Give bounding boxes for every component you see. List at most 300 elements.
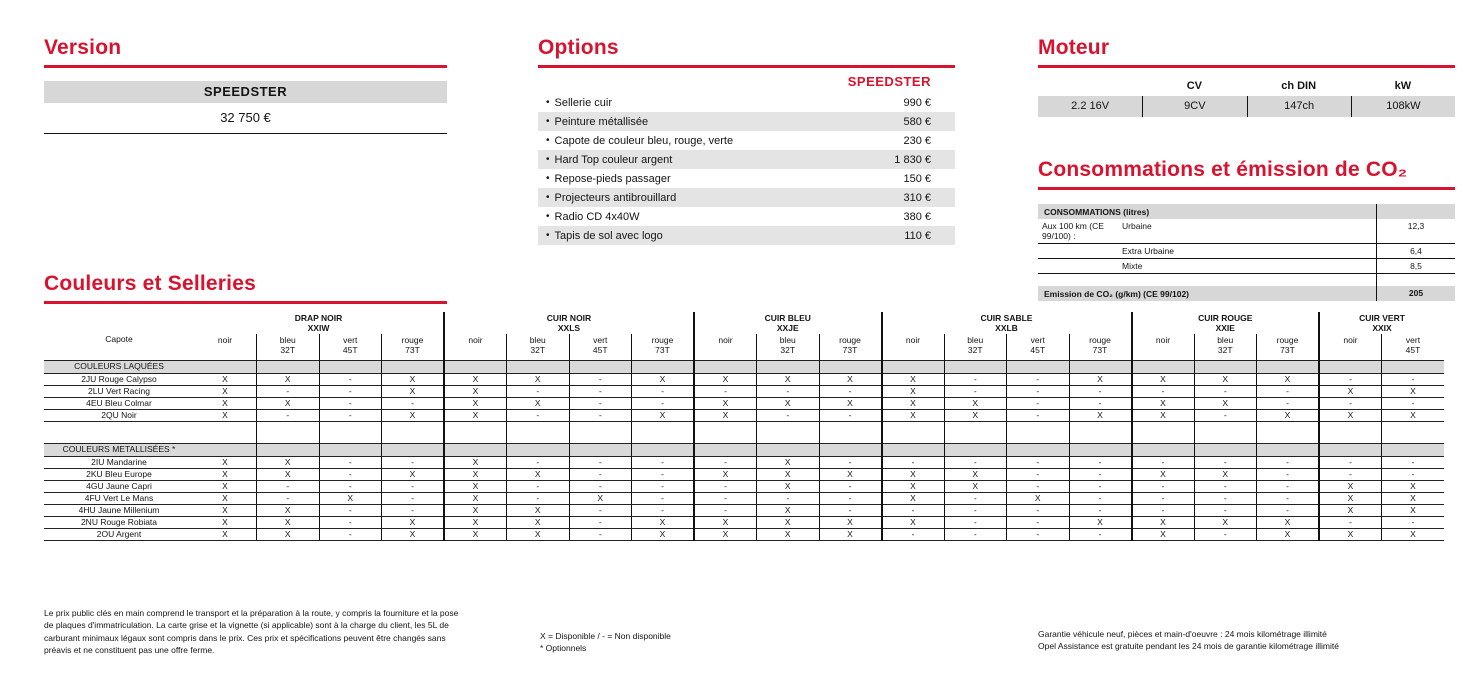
availability-cell: X [757,456,820,468]
availability-cell: X [507,504,570,516]
option-label: Projecteurs antibrouillard [554,191,677,204]
sellerie-name: CUIR NOIR [546,313,592,323]
warranty-line1: Garantie véhicule neuf, pièces et main-d'oeuvre : 24 mois kilométrage illimité [1038,629,1327,639]
availability-cell: - [1194,385,1257,397]
availability-cell: X [1319,385,1382,397]
availability-cell: X [257,456,320,468]
consommation-cycle-label [1042,261,1122,271]
consommation-value: 8,5 [1410,261,1422,271]
availability-cell: - [1069,504,1132,516]
availability-cell: X [194,492,257,504]
capote-color-name: bleu [779,335,796,345]
availability-cell: - [569,397,632,409]
availability-cell: X [382,528,445,540]
capote-color-name: rouge [1089,335,1111,345]
color-row [44,456,1444,468]
availability-cell: - [319,409,382,421]
availability-cell: X [819,516,882,528]
option-label: Sellerie cuir [554,96,612,109]
availability-cell: X [1319,480,1382,492]
availability-cell: X [444,409,507,421]
capote-color-header [1382,334,1445,360]
availability-cell: - [632,492,695,504]
availability-cell: - [1007,528,1070,540]
availability-cell: X [882,397,945,409]
availability-cell: - [1132,456,1195,468]
availability-cell: X [632,409,695,421]
availability-cell: - [757,492,820,504]
capote-color-code: 45T [342,345,358,355]
capote-color-header [632,334,695,360]
color-section-header: COULEURS LAQUÉES [44,360,194,373]
availability-cell: - [944,516,1007,528]
availability-cell: X [694,468,757,480]
availability-cell: - [882,528,945,540]
consommation-row-left [1038,244,1377,258]
availability-cell: - [632,385,695,397]
capote-color-header [1132,334,1195,360]
bullet-icon: • [546,230,550,241]
availability-cell: - [507,409,570,421]
capote-color-name: rouge [401,335,424,345]
option-price: 150 € [903,172,931,185]
sellerie-code: XXIW [307,323,330,333]
option-price: 110 € [904,229,931,242]
moteur-data-row [1038,96,1455,117]
availability-cell: X [819,373,882,385]
availability-cell: - [1257,480,1320,492]
availability-cell: - [882,504,945,516]
availability-cell: X [382,373,445,385]
color-row [44,516,1444,528]
capote-color-header [882,334,945,360]
availability-cell: X [444,492,507,504]
capote-color-name: vert [343,335,358,345]
consommations-title-rule [1038,187,1455,190]
availability-cell: X [1069,373,1132,385]
availability-cell: X [1257,373,1320,385]
availability-cell: - [319,480,382,492]
availability-cell: X [507,516,570,528]
availability-cell: X [444,516,507,528]
option-label: Tapis de sol avec logo [554,229,663,242]
availability-cell: X [1382,528,1445,540]
moteur-header-cell: CV [1186,80,1203,92]
option-price: 1 830 € [894,153,931,166]
capote-color-name: noir [217,335,233,345]
availability-cell: X [1319,409,1382,421]
consommation-cycle-label: Aux 100 km (CE 99/100) : [1042,221,1104,241]
availability-cell: - [1007,456,1070,468]
capote-color-header [1194,334,1257,360]
availability-cell: X [507,373,570,385]
availability-cell: X [1132,528,1195,540]
color-name: 4HU Jaune Millenium [44,504,194,516]
availability-cell: - [1257,456,1320,468]
availability-cell: X [1132,516,1195,528]
sellerie-name: CUIR ROUGE [1198,313,1253,323]
moteur-section [1038,36,1455,117]
availability-cell: - [1132,385,1195,397]
availability-cell: X [194,528,257,540]
availability-cell: X [257,528,320,540]
option-row [538,131,955,150]
availability-cell: X [1194,397,1257,409]
capote-label: Capote [105,334,133,344]
availability-cell: - [1382,516,1445,528]
capote-color-name: bleu [279,335,296,345]
availability-cell: - [1319,468,1382,480]
availability-cell: X [1382,385,1445,397]
capote-color-code: 45T [1030,345,1046,355]
availability-cell: - [382,456,445,468]
availability-cell: X [1257,516,1320,528]
sellerie-code: XXJE [776,323,799,333]
sellerie-group-header [1132,312,1320,334]
spacer-row [44,421,1444,443]
capote-color-header [382,334,445,360]
option-row [538,226,955,245]
moteur-title-rule [1038,65,1455,68]
availability-cell: - [1194,480,1257,492]
couleurs-title: Couleurs et Selleries [44,272,256,295]
bullet-icon: • [546,154,550,165]
availability-cell: X [694,528,757,540]
options-list [538,93,955,245]
availability-cell: X [444,528,507,540]
options-section [538,36,955,245]
availability-cell: - [1319,397,1382,409]
availability-cell: - [569,504,632,516]
availability-cell: X [1194,373,1257,385]
color-name: 2NU Rouge Robiata [44,516,194,528]
availability-cell: - [319,373,382,385]
capote-color-header [1257,334,1320,360]
option-label: Hard Top couleur argent [554,153,673,166]
availability-cell: X [944,397,1007,409]
availability-cell: - [257,385,320,397]
availability-cell: - [382,504,445,516]
availability-cell: X [757,397,820,409]
availability-cell: - [1319,516,1382,528]
moteur-value-cell: 2.2 16V [1071,100,1110,112]
availability-cell: - [257,480,320,492]
availability-cell: - [694,385,757,397]
availability-cell: X [632,373,695,385]
couleurs-section [44,272,1444,541]
color-name: 2KU Bleu Europe [44,468,194,480]
availability-cell: - [819,409,882,421]
availability-cell: X [1382,409,1445,421]
sellerie-group-header [694,312,882,334]
availability-cell: - [1069,456,1132,468]
capote-color-code: 45T [1405,345,1421,355]
color-name: 4FU Vert Le Mans [44,492,194,504]
consommations-rows [1038,219,1455,274]
version-model-bar: SPEEDSTER [44,81,447,103]
availability-cell: X [257,504,320,516]
availability-cell: - [319,504,382,516]
availability-cell: X [944,468,1007,480]
availability-cell: X [1257,528,1320,540]
availability-cell: X [694,516,757,528]
sellerie-code: XXLB [995,323,1018,333]
capote-color-code: 73T [655,345,670,355]
availability-cell: - [757,385,820,397]
color-row [44,504,1444,516]
availability-cell: - [1194,492,1257,504]
sellerie-code: XXIE [1215,323,1235,333]
availability-cell: X [569,492,632,504]
options-title: Options [538,36,619,59]
moteur-value-cell: 108kW [1351,96,1455,117]
availability-cell: X [882,516,945,528]
legend-line1: X = Disponible / - = Non disponible [540,631,671,641]
sellerie-name: CUIR BLEU [764,313,811,323]
availability-cell: - [757,409,820,421]
availability-cell: - [694,492,757,504]
capote-color-name: bleu [1217,335,1234,345]
version-price: 32 750 € [44,103,447,134]
consommation-row [1038,244,1455,259]
availability-cell: X [1257,409,1320,421]
availability-cell: X [1382,504,1445,516]
sellerie-group-header [1319,312,1444,334]
co2-emission-value: 205 [1408,288,1424,298]
capote-color-name: vert [593,335,608,345]
availability-cell: X [507,397,570,409]
availability-cell: X [444,480,507,492]
availability-cell: - [507,456,570,468]
availability-cell: X [382,468,445,480]
capote-color-header [569,334,632,360]
availability-cell: - [1132,480,1195,492]
version-section [44,36,447,134]
color-row [44,492,1444,504]
availability-cell: - [382,492,445,504]
availability-cell: X [882,480,945,492]
options-column-header: SPEEDSTER [847,74,931,89]
availability-cell: X [444,456,507,468]
availability-cell: - [569,409,632,421]
availability-cell: - [1069,528,1132,540]
sellerie-group-header [444,312,694,334]
availability-cell: X [882,492,945,504]
color-row [44,385,1444,397]
availability-cell: - [1007,409,1070,421]
option-label: Capote de couleur bleu, rouge, verte [554,134,734,147]
consommation-value: 6,4 [1410,246,1422,256]
availability-cell: - [1194,504,1257,516]
availability-cell: X [444,385,507,397]
availability-cell: - [569,385,632,397]
availability-cell: X [694,397,757,409]
capote-color-code: 32T [967,345,983,355]
capote-color-name: bleu [967,335,984,345]
availability-cell: X [757,528,820,540]
availability-cell: X [1382,480,1445,492]
capote-color-name: noir [905,335,921,345]
availability-cell: - [1007,373,1070,385]
availability-cell: - [1132,504,1195,516]
co2-emission-label: Emission de CO₂ (g/km) (CE 99/102) [1038,286,1377,301]
availability-cell: - [944,504,1007,516]
warranty-note [1038,628,1458,653]
availability-cell: - [1194,409,1257,421]
moteur-value-cell: 9CV [1142,96,1246,117]
availability-cell: - [1257,468,1320,480]
availability-cell: - [257,409,320,421]
capote-color-header [319,334,382,360]
capote-color-header [507,334,570,360]
availability-cell: - [1257,492,1320,504]
availability-cell: X [444,373,507,385]
availability-cell: X [194,385,257,397]
consommation-cycle-name: Mixte [1122,261,1143,271]
availability-cell: - [507,480,570,492]
option-row [538,169,955,188]
moteur-header-cell [1038,77,1142,96]
availability-cell: - [569,480,632,492]
availability-cell: X [757,516,820,528]
consommation-value: 12,3 [1407,221,1425,231]
table-legend [540,630,840,655]
availability-cell: - [507,492,570,504]
sellerie-code: XXLS [557,323,581,333]
consommation-row-left [1038,259,1377,273]
availability-cell: - [1132,492,1195,504]
option-label: Peinture métallisée [554,115,649,128]
availability-cell: X [194,397,257,409]
availability-cell: - [1069,480,1132,492]
availability-cell: - [819,504,882,516]
moteur-header-row [1038,77,1455,96]
availability-cell: X [882,409,945,421]
availability-cell: - [694,456,757,468]
option-row [538,207,955,226]
availability-cell: - [1257,397,1320,409]
availability-cell: X [819,397,882,409]
availability-cell: X [382,516,445,528]
availability-cell: - [632,397,695,409]
color-section-header: COULEURS METALLISÉES * [44,443,194,456]
availability-cell: X [944,409,1007,421]
availability-cell: - [632,480,695,492]
availability-cell: - [1382,468,1445,480]
capote-color-header [444,334,507,360]
price-disclaimer: Le prix public clés en main comprend le transport et la préparation à la route, y compris la fourniture et la pose de plaques d'immatriculation. La carte grise et la vignette (si applicable) sont à la charge du client, les 5L de carburant minimaux légaux sont compris dans le prix. Ces prix et spécifications peuvent être changés sans préavis et ne constituent pas une offre ferme. [44,608,459,655]
availability-cell: - [632,504,695,516]
availability-cell: - [694,480,757,492]
availability-cell: X [1382,492,1445,504]
capote-color-header [757,334,820,360]
color-section-header-row [44,360,1444,373]
availability-cell: X [382,409,445,421]
availability-cell: X [194,468,257,480]
availability-cell: - [1007,385,1070,397]
availability-cell: X [257,373,320,385]
consommations-header-row [1038,204,1455,219]
color-row [44,409,1444,421]
capote-color-code: 32T [1217,345,1233,355]
bullet-icon: • [546,116,550,127]
capote-color-header [1319,334,1382,360]
availability-cell: - [632,456,695,468]
capote-color-name: bleu [529,335,546,345]
capote-color-name: rouge [1276,335,1299,345]
options-title-rule [538,65,955,68]
sellerie-name: CUIR SABLE [980,313,1033,323]
capote-color-code: 73T [1280,345,1295,355]
option-row [538,93,955,112]
availability-cell: X [1069,409,1132,421]
availability-cell: - [319,385,382,397]
option-price: 230 € [903,134,931,147]
availability-cell: - [944,492,1007,504]
availability-cell: - [1257,385,1320,397]
version-title: Version [44,36,122,59]
consommation-row [1038,219,1455,244]
option-row [538,188,955,207]
color-row [44,468,1444,480]
sellerie-name: DRAP NOIR [294,313,343,323]
option-row [538,150,955,169]
availability-cell: X [194,409,257,421]
moteur-value-cell: 147ch [1247,96,1351,117]
couleurs-selleries-table [44,312,1444,541]
availability-cell: - [1382,373,1445,385]
availability-cell: X [382,385,445,397]
bullet-icon: • [546,192,550,203]
capote-color-header [1007,334,1070,360]
availability-cell: - [819,385,882,397]
color-name: 2IU Mandarine [44,456,194,468]
availability-cell: X [819,528,882,540]
availability-cell: X [882,468,945,480]
availability-cell: X [257,468,320,480]
availability-cell: X [1319,528,1382,540]
color-row [44,480,1444,492]
capote-color-name: rouge [651,335,674,345]
moteur-title: Moteur [1038,36,1110,59]
sellerie-code: XXIX [1372,323,1392,333]
availability-cell: - [382,480,445,492]
consommation-cycle-label [1042,246,1122,256]
color-row [44,397,1444,409]
availability-cell: - [1007,480,1070,492]
capote-color-row [44,334,1444,360]
color-name: 4GU Jaune Capri [44,480,194,492]
availability-cell: - [1069,397,1132,409]
sellerie-group-header [882,312,1132,334]
capote-color-code: 32T [280,345,296,355]
availability-cell: - [819,480,882,492]
color-name: 2QU Noir [44,409,194,421]
availability-cell: X [257,397,320,409]
availability-cell: X [1319,492,1382,504]
availability-cell: - [1382,456,1445,468]
availability-cell: X [1319,504,1382,516]
availability-cell: - [1007,397,1070,409]
availability-cell: X [1194,516,1257,528]
availability-cell: - [1194,456,1257,468]
consommations-header-label: CONSOMMATIONS (litres) [1038,204,1377,219]
availability-cell: X [1069,516,1132,528]
availability-cell: X [757,468,820,480]
capote-color-header [1069,334,1132,360]
availability-cell: X [444,468,507,480]
availability-cell: - [319,456,382,468]
